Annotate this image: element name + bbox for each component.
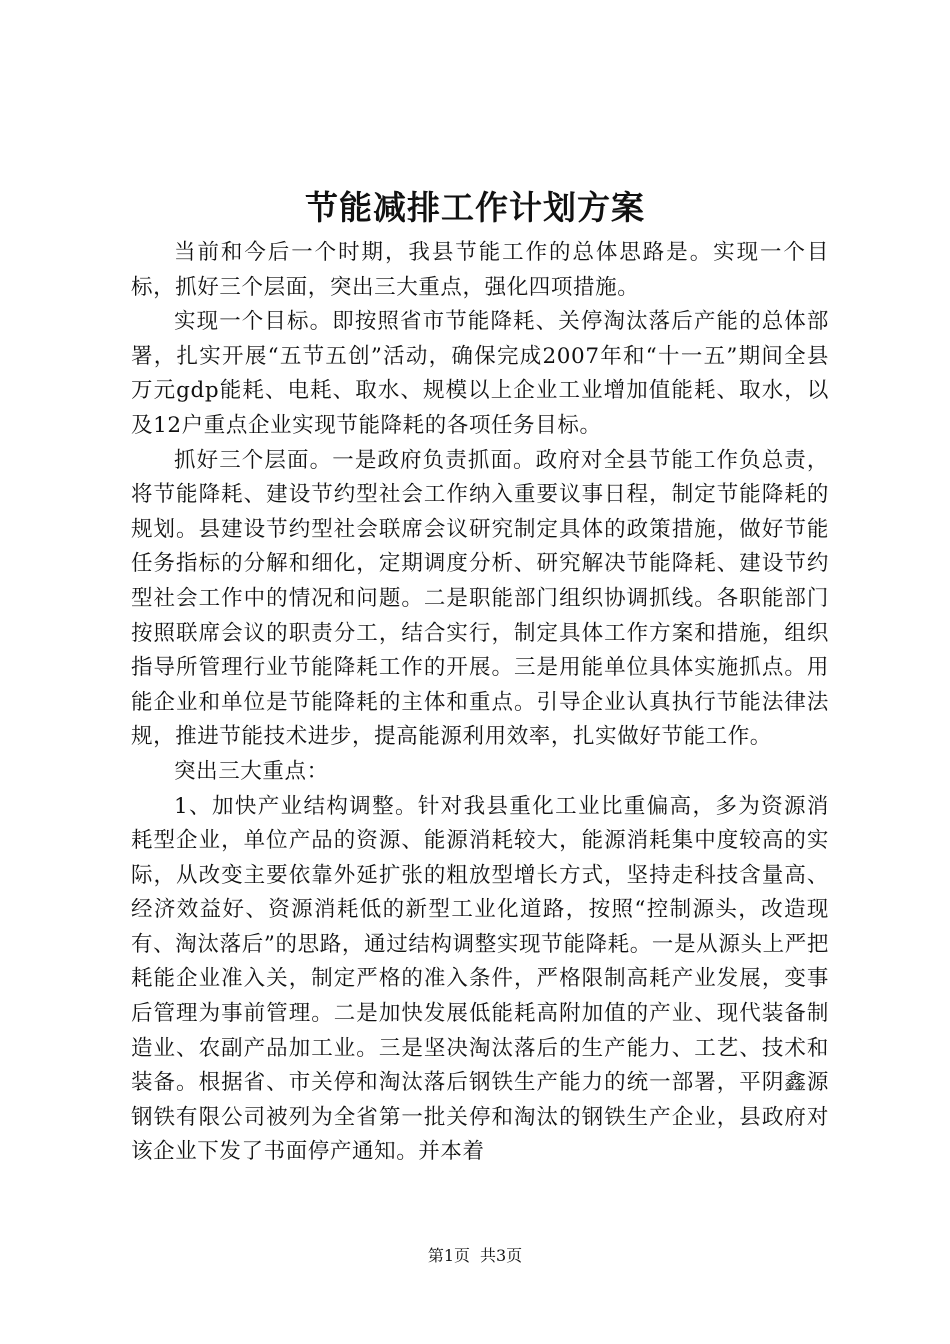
paragraph-industrial-restructuring: 1、加快产业结构调整。针对我县重化工业比重偏高，多为资源消耗型企业，单位产品的资源、能源消耗较大，能源消耗集中度较高的实际，从改变主要依靠外延扩张的粗放型增长方式，坚持走科技含量高、经济效益好、资源消耗低的新型工业化道路，按照“控制源头，改造现有、淘汰落后”的思路，通过结构调整实现节能降耗。一是从源头上严把耗能企业准入关，制定严格的准入条件，严格限制高耗产业发展，变事后管理为事前管理。二是加快发展低能耗高附加值的产业、现代装备制造业、农副产品加工业。三是坚决淘汰落后的生产能力、工艺、技术和装备。根据省、市关停和淘汰落后钢铁生产能力的统一部署，平阴鑫源钢铁有限公司被列为全省第一批关停和淘汰的钢铁生产企业，县政府对该企业下发了书面停产通知。并本着 bbox=[131, 793, 829, 1165]
paragraph-three-priorities-heading: 突出三大重点： bbox=[174, 758, 329, 784]
document-title: 节能减排工作计划方案 bbox=[305, 188, 645, 227]
page-total: 共3页 bbox=[480, 1246, 523, 1265]
paragraph-intro: 当前和今后一个时期，我县节能工作的总体思路是。实现一个目标，抓好三个层面，突出三大重点，强化四项措施。 bbox=[131, 240, 829, 300]
paragraph-three-levels: 抓好三个层面。一是政府负责抓面。政府对全县节能工作负总责，将节能降耗、建设节约型社会工作纳入重要议事日程，制定节能降耗的规划。县建设节约型社会联席会议研究制定具体的政策措施，做好节能任务指标的分解和细化，定期调度分析、研究解决节能降耗、建设节约型社会工作中的情况和问题。二是职能部门组织协调抓线。各职能部门按照联席会议的职责分工，结合实行，制定具体工作方案和措施，组织指导所管理行业节能降耗工作的开展。三是用能单位具体实施抓点。用能企业和单位是节能降耗的主体和重点。引导企业认真执行节能法律法规，推进节能技术进步，提高能源利用效率，扎实做好节能工作。 bbox=[131, 447, 829, 750]
page-footer bbox=[0, 1245, 950, 1267]
document-body bbox=[131, 236, 829, 1170]
paragraph-goal: 实现一个目标。即按照省市节能降耗、关停淘汰落后产能的总体部署，扎实开展“五节五创”活动，确保完成2007年和“十一五”期间全县万元gdp能耗、电耗、取水、规模以上企业工业增加值能耗、取水，以及12户重点企业实现节能降耗的各项任务目标。 bbox=[131, 309, 829, 438]
page-number: 第1页 bbox=[427, 1246, 470, 1265]
